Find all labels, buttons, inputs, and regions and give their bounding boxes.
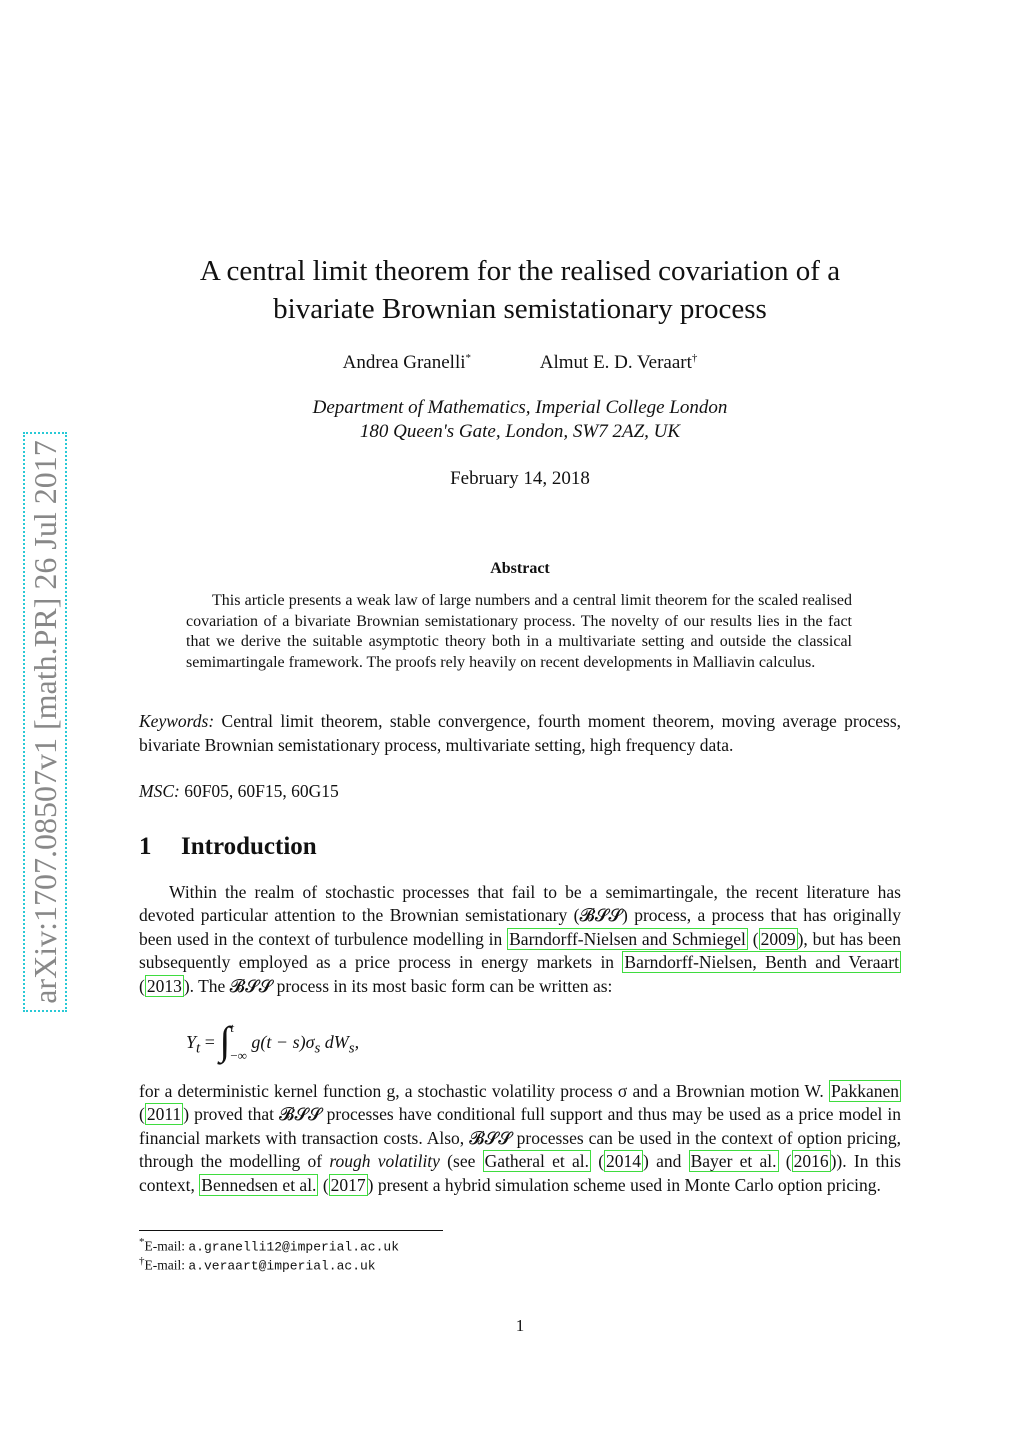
abstract-text: This article presents a weak law of large numbers and a central limit theorem for the scaled realised covariation of a bivariate Brownian semistationary process. The novelty of our results lies in the fact that we derive the suitable asymptotic theory both in a multivariate setting and outside the classical semimartingale framework. The proofs rely heavily on recent developments in Malliavin calculus. [186, 592, 852, 671]
text-run: ( [747, 928, 759, 949]
affiliation-line-1: Department of Mathematics, Imperial College London [312, 397, 728, 418]
text-run: for a deterministic kernel function g, a stochastic volatility process σ and a Brownian motion W. [139, 1081, 829, 1101]
footnote-rule [139, 1230, 443, 1231]
citation-year-link[interactable]: 2016 [793, 1151, 829, 1172]
title-line-1: A central limit theorem for the realised covariation of a [199, 255, 841, 287]
date: February 14, 2018 [450, 468, 590, 489]
eq-lhs: Y [186, 1032, 197, 1053]
eq-tail: , [354, 1032, 360, 1053]
citation-year-link[interactable]: 2017 [330, 1174, 366, 1195]
author-2-name: Almut E. D. Veraart [539, 352, 692, 374]
author-2 [540, 352, 698, 374]
eq-lower: −∞ [230, 1048, 247, 1063]
italic-term: rough volatility [329, 1151, 440, 1172]
citation-link[interactable]: Pakkanen [830, 1081, 899, 1101]
msc-text: 60F05, 60F15, 60G15 [184, 781, 339, 801]
eq-lhs-sub: t [196, 1040, 201, 1057]
keywords [139, 710, 901, 757]
citation-link[interactable]: Bennedsen et al. [201, 1174, 317, 1195]
paper-title [140, 252, 900, 328]
text-run: ) and [643, 1151, 689, 1172]
footnote-1-mark: * [139, 1236, 145, 1248]
page-number: 1 [515, 1316, 525, 1335]
footnote-1-email[interactable]: a.granelli12@imperial.ac.uk [188, 1239, 400, 1255]
citation-link[interactable]: Bayer et al. [690, 1151, 777, 1172]
author-1 [343, 352, 471, 374]
intro-paragraph-2: for a deterministic kernel function g, a stochastic volatility process σ and a Brownian motion W. Pakkanen ( 2011 ) proved that 𝓑𝓢𝓢 processes have conditional full support and thus may be used as a price model in financial markets with transaction costs. Also, 𝓑𝓢𝓢 processes can be used in the context of option pricing, through the modelling of rough volatility (see Gatheral et al. ( 2014 ) and Bayer et al. ( 2016 )). In this context, Bennedsen et al. ( 2017 ) present a hybrid simulation scheme used in Monte Carlo option pricing. [139, 1081, 901, 1195]
citation-link[interactable]: Barndorff-Nielsen, Benth and Veraart [624, 952, 899, 973]
eq-sub-s: s [314, 1040, 321, 1057]
footnote-1-label: E-mail: [144, 1238, 189, 1254]
footnote-2-label: E-mail: [144, 1257, 189, 1273]
text-run: ) proved that 𝓑𝓢𝓢 processes have conditional full support and thus may be used as a price model in financial markets with transaction costs. Also, 𝓑𝓢𝓢 processes can be used in the context of option pricing, through the modelling of [139, 1104, 901, 1172]
citation-link[interactable]: Barndorff-Nielsen and Schmiegel [509, 928, 746, 949]
eq-sub-s2: s [348, 1040, 355, 1057]
equation: $Y_t$ = ∫ t −∞ $g(t - s)\sigma_s$ $dW_s$, [186, 1016, 359, 1072]
authors [140, 352, 900, 374]
author-2-mark: † [691, 352, 698, 364]
msc-label: MSC: [139, 781, 180, 801]
citation-year-link[interactable]: 2009 [760, 928, 796, 949]
footnote-2-mark: † [139, 1255, 145, 1267]
section-number: 1 [139, 833, 152, 860]
text-run: ) present a hybrid simulation scheme used in Monte Carlo option pricing. [367, 1174, 881, 1195]
citation-year-link[interactable]: 2013 [146, 975, 182, 996]
text-run: (see [439, 1151, 483, 1172]
section-title: Introduction [181, 833, 317, 860]
affiliation-line-2: 180 Queen's Gate, London, SW7 2AZ, UK [359, 421, 681, 442]
citation-year-link[interactable]: 2014 [606, 1151, 642, 1172]
text-run: Within the realm of stochastic processes that fail to be a semimartingale, the recent literature has devoted particular attention to the Brownian semistationary (𝓑𝓢𝓢) process, a process that has originally been used in the context of turbulence modelling in [139, 882, 901, 949]
footnote-1 [139, 1236, 399, 1255]
text-run: ( [139, 975, 145, 996]
keywords-text: Central limit theorem, stable convergence, fourth moment theorem, moving average process, bivariate Brownian semistationary process, multivariate setting, high frequency data. [139, 711, 902, 755]
footnote-2 [139, 1255, 376, 1274]
eq-body: g(t − s)σ [251, 1032, 315, 1053]
msc [139, 781, 339, 802]
citation-year-link[interactable]: 2011 [146, 1104, 182, 1125]
integral-sign: ∫ [219, 1017, 231, 1063]
text-run: ). The 𝓑𝓢𝓢 process in its most basic form can be written as: [183, 975, 613, 996]
arxiv-stamp[interactable]: arXiv:1707.08507v1 [math.PR] 26 Jul 2017 [23, 432, 67, 1012]
eq-upper: t [230, 1020, 234, 1035]
intro-paragraph-1 [139, 881, 901, 998]
keywords-label: Keywords: [139, 711, 215, 731]
affiliation [140, 396, 900, 444]
text-run: )). In this context, [139, 1151, 901, 1195]
eq-dw: dW [320, 1032, 349, 1053]
abstract-heading: Abstract [490, 560, 550, 577]
author-1-mark: * [465, 352, 472, 364]
text-run: ), but has been subsequently employed as a price process in energy markets in [139, 928, 902, 973]
citation-link[interactable]: Gatheral et al. [484, 1151, 589, 1172]
author-1-name: Andrea Granelli [342, 352, 466, 374]
footnote-2-email[interactable]: a.veraart@imperial.ac.uk [188, 1258, 376, 1274]
title-line-2: bivariate Brownian semistationary process [273, 293, 767, 325]
section-heading [139, 833, 317, 861]
